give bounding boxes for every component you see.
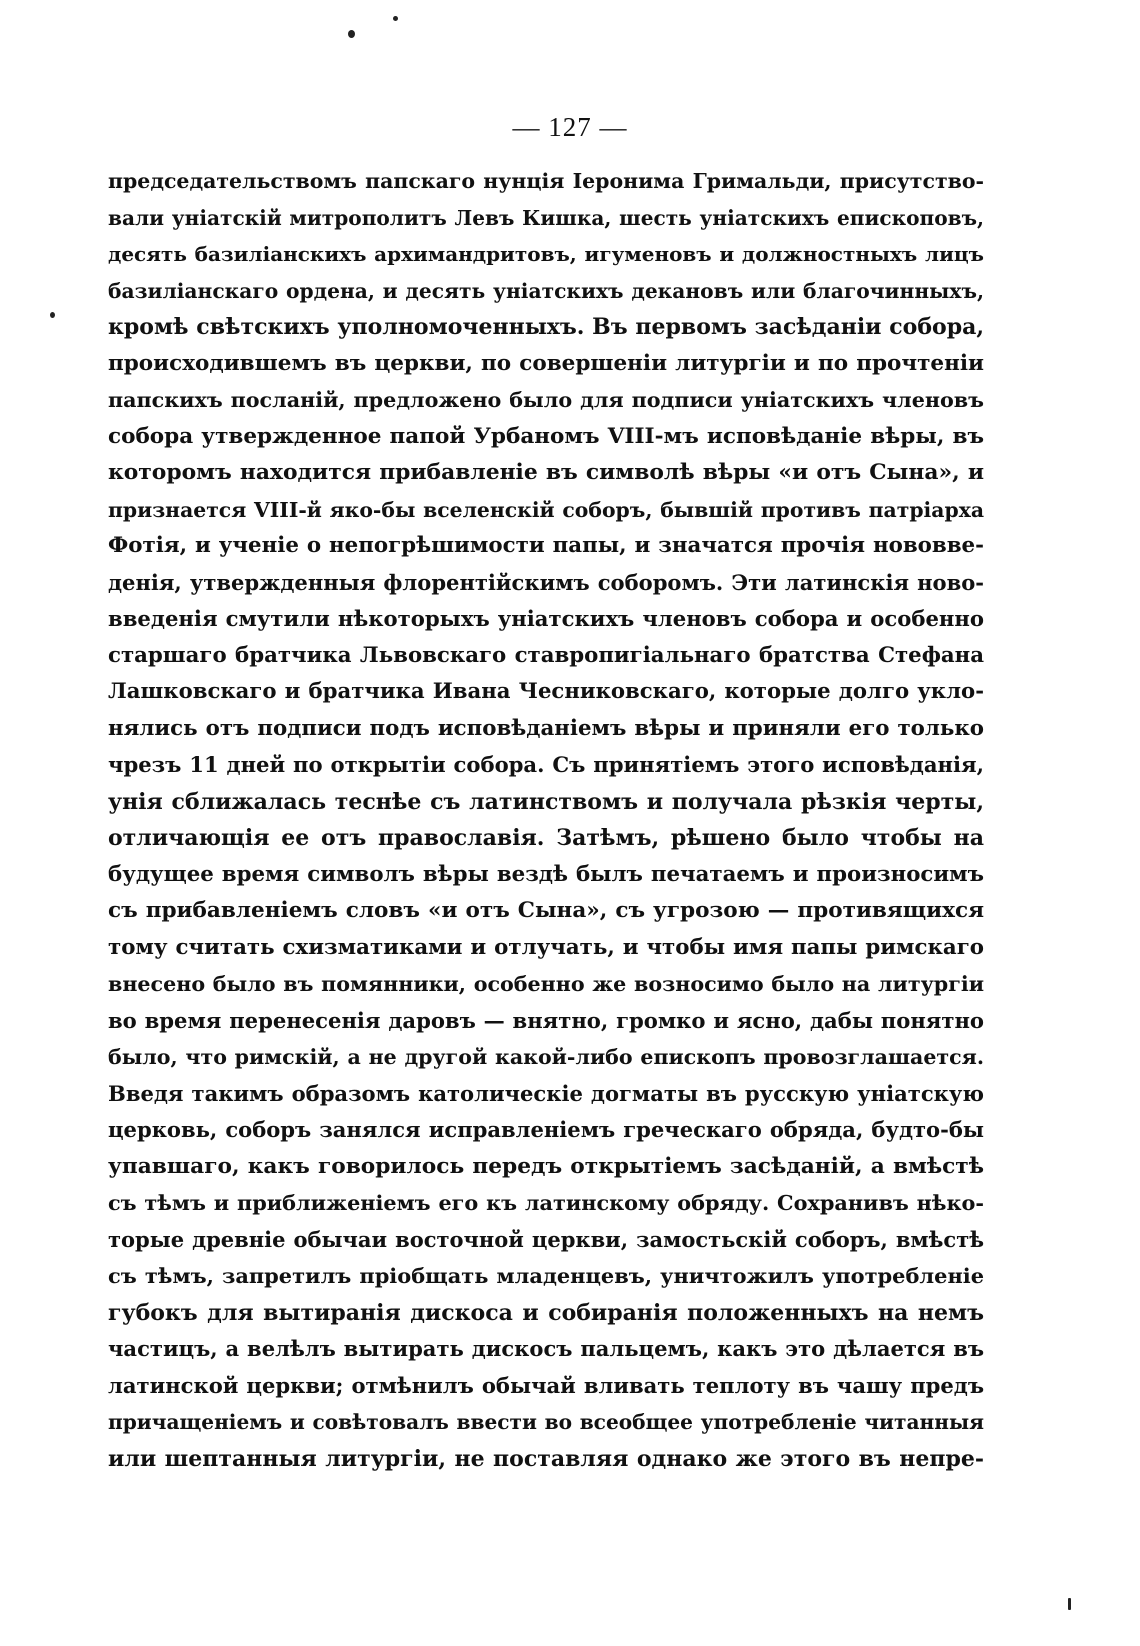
text-line: внесено было въ помянники, особенно же возносимо было на литургіи: [108, 972, 984, 996]
body-text: [108, 163, 984, 1477]
text-line: Введя такимъ образомъ католическіе догматы въ русскую уніатскую: [108, 1080, 984, 1106]
text-line: губокъ для вытиранія дискоса и собиранія положенныхъ на немъ: [108, 1299, 984, 1326]
text-line: признается VIII-й яко-бы вселенскій соборъ, бывшій противъ патріарха: [108, 497, 984, 522]
page-number: — 127 —: [512, 112, 628, 142]
text-line: латинской церкви; отмѣнилъ обычай вливать теплоту въ чашу предъ: [108, 1372, 984, 1398]
text-line: чрезъ 11 дней по открытіи собора. Съ принятіемъ этого исповѣданія,: [108, 752, 984, 777]
text-line: упавшаго, какъ говорилось передъ открытіемъ засѣданій, а вмѣстѣ: [108, 1153, 984, 1179]
text-line: или шептанныя литургіи, не поставляя однако же этого въ непре-: [108, 1445, 984, 1472]
text-line: нялись отъ подписи подъ исповѣданіемъ вѣры и приняли его только: [108, 715, 984, 741]
text-line: съ прибавленіемъ словъ «и отъ Сына», съ угрозою — противящихся: [108, 898, 984, 923]
text-line: Лашковскаго и братчика Ивана Чесниковскаго, которые долго укло-: [108, 679, 984, 704]
text-line: церковь, соборъ занялся исправленіемъ греческаго обряда, будто-бы: [108, 1117, 984, 1142]
text-line: председательствомъ папскаго нунція Іеронима Гримальди, присутство-: [108, 169, 984, 193]
text-line: кромѣ свѣтскихъ уполномоченныхъ. Въ первомъ засѣданіи собора,: [108, 314, 984, 340]
text-line: собора утвержденное папой Урбаномъ VIII-мъ исповѣданіе вѣры, въ: [108, 423, 984, 449]
text-line: частицъ, а велѣлъ вытирать дискосъ пальцемъ, какъ это дѣлается въ: [108, 1336, 984, 1361]
text-line: унія сближалась теснѣе съ латинствомъ и получала рѣзкія черты,: [108, 788, 984, 815]
text-line: тому считать схизматиками и отлучать, и чтобы имя папы римскаго: [108, 934, 984, 960]
text-line: Фотія, и ученіе о непогрѣшимости папы, и значатся прочія нововве-: [108, 533, 984, 558]
text-line: будущее время символъ вѣры вездѣ былъ печатаемъ и произносимъ: [108, 861, 984, 887]
text-line: торые древніе обычаи восточной церкви, замостьскій соборъ, вмѣстѣ: [108, 1226, 984, 1252]
text-line: старшаго братчика Львовскаго ставропигіальнаго братства Стефана: [108, 642, 984, 668]
text-line: папскихъ посланій, предложено было для подписи уніатскихъ членовъ: [108, 388, 984, 412]
print-speck: [393, 16, 398, 21]
text-line: отличающія ее отъ православія. Затѣмъ, рѣшено было чтобы на: [108, 825, 984, 851]
text-line: происходившемъ въ церкви, по совершеніи литургіи и по прочтеніи: [108, 350, 984, 376]
print-speck: [50, 312, 55, 318]
text-line: денія, утвержденныя флорентійскимъ соборомъ. Эти латинскія ново-: [108, 569, 984, 595]
print-speck: [348, 30, 355, 38]
text-line: десять базиліанскихъ архимандритовъ, игуменовъ и должностныхъ лицъ: [108, 242, 984, 266]
text-line: съ тѣмъ и приближеніемъ его къ латинскому обряду. Сохранивъ нѣко-: [108, 1190, 984, 1215]
text-line: съ тѣмъ, запретилъ пріобщать младенцевъ, уничтожилъ употребленіе: [108, 1263, 984, 1288]
text-line: причащеніемъ и совѣтовалъ ввести во всеобщее употребленіе читанныя: [108, 1410, 984, 1434]
text-line: во время перенесенія даровъ — внятно, громко и ясно, дабы понятно: [108, 1007, 984, 1033]
text-line: которомъ находится прибавленіе въ символѣ вѣры «и отъ Сына», и: [108, 460, 984, 485]
text-line: было, что римскій, а не другой какой-либо епископъ провозглашается.: [108, 1045, 984, 1069]
text-line: вали уніатскій митрополитъ Левъ Кишка, шесть уніатскихъ епископовъ,: [108, 205, 984, 230]
text-line: базиліанскаго ордена, и десять уніатскихъ декановъ или благочинныхъ,: [108, 278, 984, 303]
print-speck: [1068, 1598, 1071, 1610]
text-line: введенія смутили нѣкоторыхъ уніатскихъ членовъ собора и особенно: [108, 606, 984, 631]
